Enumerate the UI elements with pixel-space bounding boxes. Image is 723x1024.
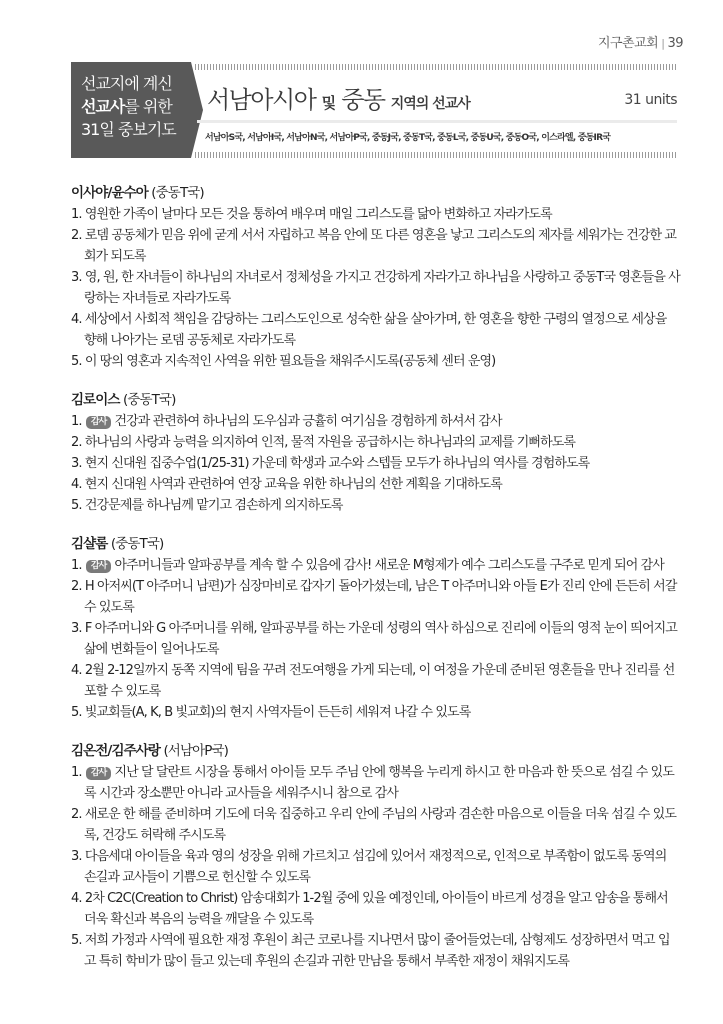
thanks-badge: 감사 <box>86 767 112 780</box>
item-text: 영, 원, 한 자녀들이 하나님의 자녀로서 정체성을 가지고 건강하게 자라가고 하나님을 사랑하고 중동T국 영혼들을 사랑하는 자녀들로 자라가도록 <box>84 270 680 306</box>
dotted-divider <box>195 152 677 158</box>
item-text: 하나님의 사랑과 능력을 의지하여 인적, 물적 자원을 공급하시는 하나님과의 교제를 기뻐하도록 <box>84 435 576 450</box>
item-text: F 아주머니와 G 아주머니를 위해, 알파공부를 하는 가운데 성령의 역사 하심으로 진리에 이들의 영적 눈이 띄어지고 삶에 변화들이 일어나도록 <box>84 621 677 657</box>
missionary-region: (중동T국) <box>151 185 204 201</box>
item-text: 다음세대 아이들을 육과 영의 성장을 위해 가르치고 섬김에 있어서 재정적으로, 인적으로 부족함이 없도록 동역의 손길과 교사들이 기쁨으로 헌신할 수 있도록 <box>84 849 667 885</box>
missionary-name: 이사야/윤수아 <box>71 185 148 201</box>
item-number: 5. <box>71 933 82 948</box>
missionary-section <box>71 183 681 372</box>
arrow-shape <box>191 62 203 158</box>
prayer-item <box>71 351 681 372</box>
item-text: 아주머니들과 알파공부를 계속 할 수 있음에 감사! 새로운 M형제가 예수 그리스도를 구주로 믿게 되어 감사 <box>114 558 664 573</box>
box-line-2: 선교사를 위한 <box>81 97 172 116</box>
prayer-item <box>71 930 681 972</box>
item-text: 로뎀 공동체가 믿음 위에 굳게 서서 자립하고 복음 안에 또 다른 영혼을 낳고 그리스도의 제자를 세워가는 건강한 교회가 되도록 <box>84 228 677 264</box>
missionary-name: 김샬롬 <box>71 536 108 552</box>
prayer-item <box>71 225 681 267</box>
page-number: 39 <box>667 36 683 51</box>
item-text: H 아저씨(T 아주머니 남편)가 심장마비로 갑자기 돌아가셨는데, 남은 T 아주머니와 아들 E가 진리 안에 든든히 서갈 수 있도록 <box>84 579 677 615</box>
prayer-item <box>71 453 681 474</box>
prayer-item <box>71 702 681 723</box>
missionary-heading <box>71 183 681 204</box>
publication-name: 지구촌교회 <box>597 36 659 51</box>
item-text: 2차 C2C(Creation to Christ) 암송대회가 1-2월 중에 있을 예정인데, 아이들이 바르게 성경을 알고 암송을 통해서 더욱 확신과 복음의 능력을 깨달을 수 있도록 <box>84 891 668 927</box>
item-number: 1. <box>71 414 82 429</box>
item-number: 4. <box>71 663 82 678</box>
missionary-heading <box>71 741 681 762</box>
prayer-item <box>71 309 681 351</box>
item-number: 1. <box>71 207 82 222</box>
item-number: 4. <box>71 891 82 906</box>
missionary-section <box>71 534 681 723</box>
prayer-item <box>71 888 681 930</box>
item-number: 2. <box>71 228 82 243</box>
prayer-item <box>71 762 681 804</box>
separator: | <box>661 37 665 50</box>
item-text: 현지 신대원 집중수업(1/25-31) 가운데 학생과 교수와 스텝들 모두가 하나님의 역사를 경험하도록 <box>84 456 590 471</box>
item-number: 5. <box>71 498 82 513</box>
box-line-1: 선교지에 계신 <box>81 74 172 93</box>
missionary-name: 김로이스 <box>71 392 120 408</box>
item-number: 2. <box>71 807 82 822</box>
item-text: 영원한 가족이 날마다 모든 것을 통하여 배우며 매일 그리스도를 닮아 변화하고 자라가도록 <box>84 207 552 222</box>
prayer-item <box>71 555 681 576</box>
missionary-heading <box>71 534 681 555</box>
item-text: 이 땅의 영혼과 지속적인 사역을 위한 필요들을 채워주시도록(공동체 센터 운영) <box>84 354 496 369</box>
prayer-guide-label <box>71 62 191 158</box>
item-text: 저희 가정과 사역에 필요한 재정 후원이 최근 코로나를 지나면서 많이 줄어들었는데, 삼형제도 성장하면서 먹고 입고 특히 학비가 많이 들고 있는데 후원의 손길과 귀한 만남을 통해서 부족한 재정이 채워지도록 <box>84 933 670 969</box>
country-list: 서남아S국, 서남아I국, 서남아N국, 서남아P국, 중동J국, 중동T국, 중동L국, 중동U국, 중동O국, 이스라엘, 중동IR국 <box>205 133 611 143</box>
item-number: 4. <box>71 312 82 327</box>
missionary-section <box>71 390 681 516</box>
missionary-name: 김온전/김주사랑 <box>71 743 161 759</box>
missionary-region: (중동T국) <box>122 392 176 408</box>
units-count: 31 units <box>624 92 677 108</box>
prayer-item <box>71 846 681 888</box>
thanks-badge: 감사 <box>86 416 112 429</box>
prayer-item <box>71 660 681 702</box>
prayer-item <box>71 204 681 225</box>
missionary-region: (중동T국) <box>110 536 164 552</box>
missionary-section <box>71 741 681 972</box>
item-text: 2월 2-12일까지 동쪽 지역에 팀을 꾸려 전도여행을 가게 되는데, 이 여정을 가운데 준비된 영혼들을 만나 진리를 선포할 수 있도록 <box>84 663 675 699</box>
box-line-3: 31일 중보기도 <box>81 120 176 139</box>
item-number: 1. <box>71 765 82 780</box>
item-number: 3. <box>71 270 82 285</box>
item-number: 5. <box>71 354 82 369</box>
item-number: 4. <box>71 477 82 492</box>
prayer-item <box>71 432 681 453</box>
missionary-heading <box>71 390 681 411</box>
item-text: 현지 신대원 사역과 관련하여 연장 교육을 위한 하나님의 선한 계획을 기대하도록 <box>84 477 502 492</box>
prayer-item <box>71 495 681 516</box>
dotted-divider <box>195 64 677 70</box>
item-text: 건강문제를 하나님께 맡기고 겸손하게 의지하도록 <box>84 498 343 513</box>
prayer-content <box>71 183 681 990</box>
item-text: 지난 달 달란트 시장을 통해서 아이들 모두 주님 안에 행복을 누리게 하시고 한 마음과 한 뜻으로 섬길 수 있도록 시간과 장소뿐만 아니라 교사들을 세워주시니 참으로 감사 <box>84 765 674 801</box>
item-text: 빛교회들(A, K, B 빛교회)의 현지 사역자들이 든든히 세워져 나갈 수 있도록 <box>84 705 471 720</box>
page-header <box>598 32 683 51</box>
item-text: 새로운 한 해를 준비하며 기도에 더욱 집중하고 우리 안에 주님의 사랑과 겸손한 마음으로 이들을 더욱 섬길 수 있도록, 건강도 허락해 주시도록 <box>84 807 677 843</box>
prayer-item <box>71 804 681 846</box>
section-banner <box>71 62 677 158</box>
divider <box>197 120 677 123</box>
item-number: 5. <box>71 705 82 720</box>
item-number: 2. <box>71 579 82 594</box>
prayer-item <box>71 576 681 618</box>
prayer-item <box>71 474 681 495</box>
missionary-region: (서남아P국) <box>163 743 228 759</box>
item-number: 2. <box>71 435 82 450</box>
banner-title: 서남아시아 및 중동 지역의 선교사 <box>207 86 470 114</box>
item-number: 3. <box>71 621 82 636</box>
item-number: 3. <box>71 849 82 864</box>
item-number: 1. <box>71 558 82 573</box>
item-text: 건강과 관련하여 하나님의 도우심과 긍휼히 여기심을 경험하게 하셔서 감사 <box>114 414 502 429</box>
prayer-item <box>71 411 681 432</box>
prayer-item <box>71 618 681 660</box>
item-number: 3. <box>71 456 82 471</box>
prayer-item <box>71 267 681 309</box>
item-text: 세상에서 사회적 책임을 감당하는 그리스도인으로 성숙한 삶을 살아가며, 한 영혼을 향한 구령의 열정으로 세상을 향해 나아가는 로뎀 공동체로 자라가도록 <box>84 312 667 348</box>
thanks-badge: 감사 <box>86 560 112 573</box>
